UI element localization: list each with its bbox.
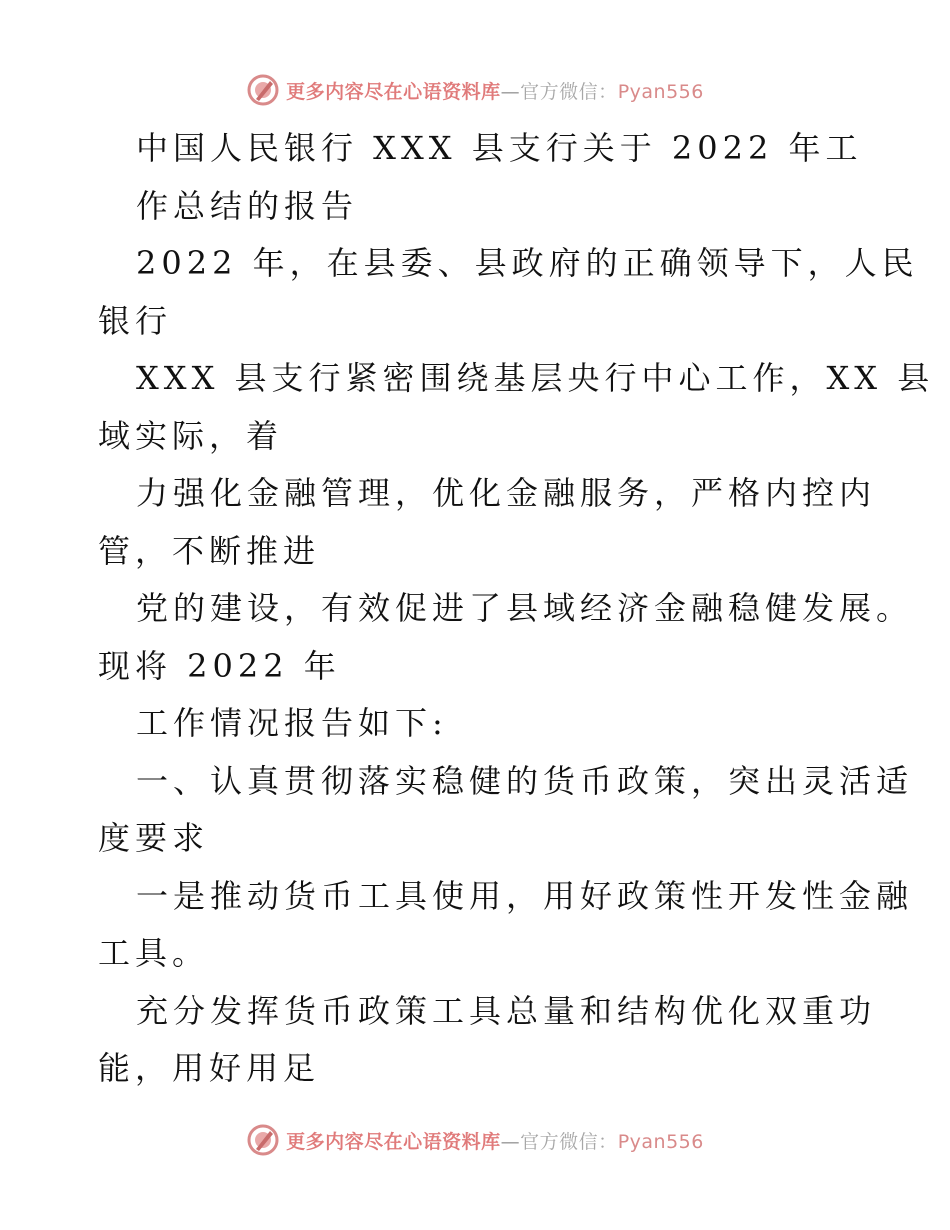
watermark-text xyxy=(286,77,704,104)
document-body xyxy=(98,120,935,1098)
document-line: 工作情况报告如下: xyxy=(136,704,448,742)
watermark-dash: — xyxy=(500,1130,521,1153)
document-line: 工具。 xyxy=(98,934,210,972)
document-line: 能，用好用足 xyxy=(98,1049,321,1087)
document-line: 现将 2022 年 xyxy=(98,646,341,685)
watermark-contact-id: Pyan556 xyxy=(617,1130,704,1153)
document-line: 管，不断推进 xyxy=(98,531,321,570)
document-line: 2022 年，在县委、县政府的正确领导下，人民 xyxy=(136,244,919,282)
document-line: 银行 xyxy=(98,301,173,340)
watermark-promo: 更多内容尽在心语资料库 xyxy=(286,1130,501,1153)
watermark-promo: 更多内容尽在心语资料库 xyxy=(286,80,501,103)
document-line: XXX 县支行紧密围绕基层央行中心工作，XX 县 xyxy=(136,359,935,397)
document-line: 域实际，着 xyxy=(98,416,284,455)
watermark-banner-bottom xyxy=(0,1120,950,1160)
watermark-contact-label: 官方微信： xyxy=(520,1130,618,1153)
document-line: 度要求 xyxy=(98,819,210,857)
document-line: 中国人民银行 XXX 县支行关于 2022 年工 xyxy=(136,129,863,167)
watermark-contact-id: Pyan556 xyxy=(617,80,704,103)
watermark-text xyxy=(286,1127,704,1154)
pen-nib-logo-icon xyxy=(246,1123,280,1157)
document-line: 作总结的报告 xyxy=(136,186,359,225)
document-lines xyxy=(98,120,935,1098)
watermark-banner-top xyxy=(0,70,950,110)
pen-nib-logo-icon xyxy=(246,73,280,107)
document-line: 一、认真贯彻落实稳健的货币政策，突出灵活适 xyxy=(136,761,914,800)
document-line: 党的建设，有效促进了县域经济金融稳健发展。 xyxy=(136,589,914,627)
watermark-dash: — xyxy=(500,80,521,103)
watermark-contact-label: 官方微信： xyxy=(520,80,618,103)
document-line: 力强化金融管理，优化金融服务，严格内控内 xyxy=(136,474,877,512)
document-line: 充分发挥货币政策工具总量和结构优化双重功 xyxy=(136,991,877,1030)
document-line: 一是推动货币工具使用，用好政策性开发性金融 xyxy=(136,876,914,915)
